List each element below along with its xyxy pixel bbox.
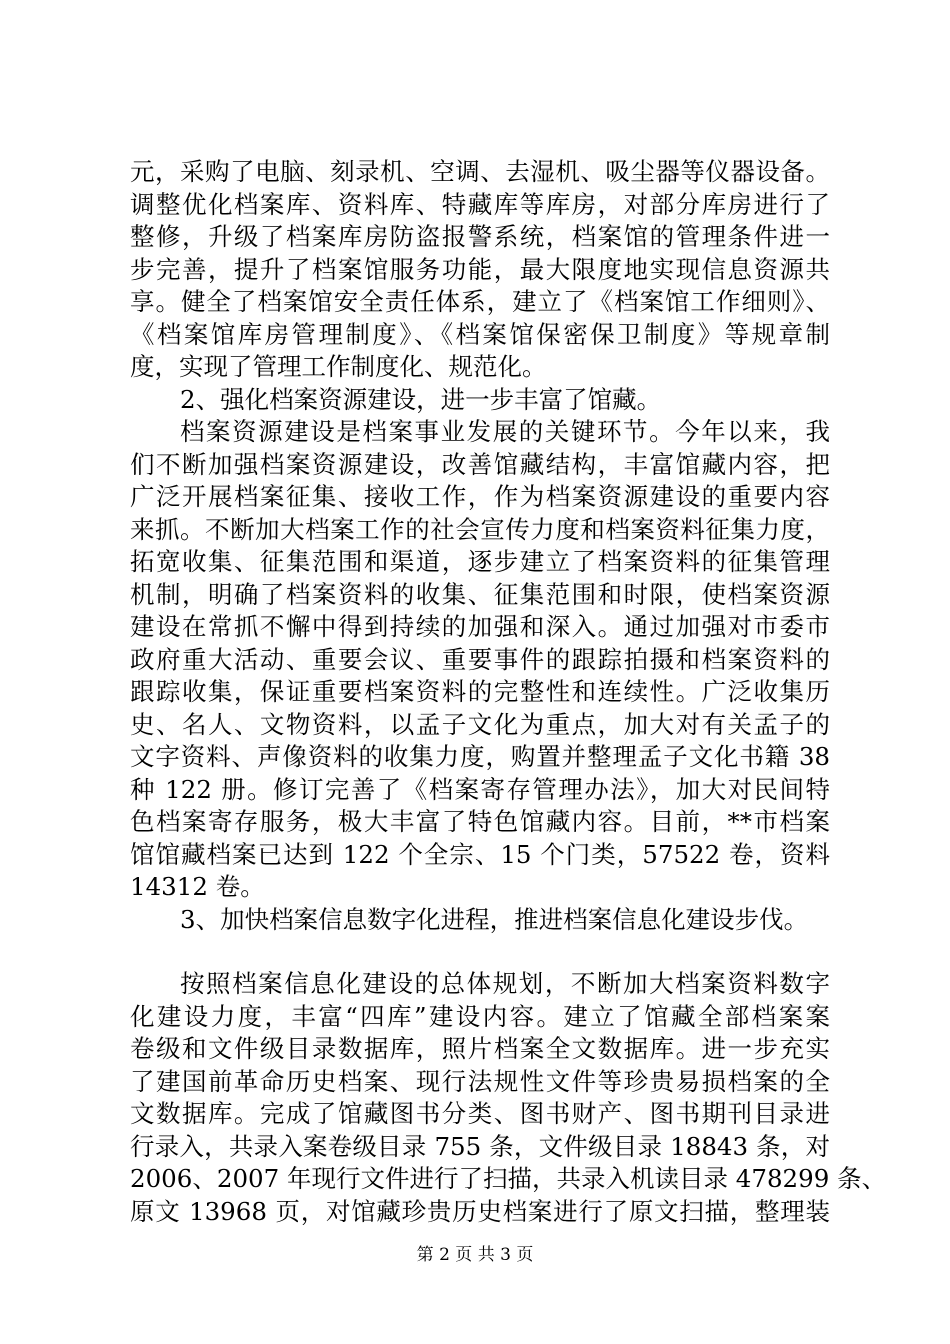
text-line: 档案资源建设是档案事业发展的关键环节。今年以来，我	[180, 417, 830, 446]
text-line: 元，采购了电脑、刻录机、空调、去湿机、吸尘器等仪器设备。	[130, 157, 830, 186]
text-line: 14312 卷。	[130, 872, 265, 901]
text-line: 政府重大活动、重要会议、重要事件的跟踪拍摄和档案资料的	[130, 644, 830, 674]
text-line: 3、加快档案信息数字化进程，推进档案信息化建设步伐。	[180, 904, 809, 934]
document-body	[130, 156, 887, 1228]
text-line: 文数据库。完成了馆藏图书分类、图书财产、图书期刊目录进	[130, 1099, 830, 1128]
text-line: 们不断加强档案资源建设，改善馆藏结构，丰富馆藏内容，把	[130, 449, 830, 479]
text-line: 色档案寄存服务，极大丰富了特色馆藏内容。目前，**市档案	[130, 807, 830, 836]
paragraph-gap	[130, 936, 830, 968]
page-footer: 第 2 页 共 3 页	[416, 1245, 534, 1265]
text-line: 史、名人、文物资料，以孟子文化为重点，加大对有关孟子的	[130, 709, 830, 739]
text-line: 按照档案信息化建设的总体规划，不断加大档案资料数字	[180, 969, 830, 998]
text-line: 广泛开展档案征集、接收工作，作为档案资源建设的重要内容	[130, 482, 830, 511]
text-line: 来抓。不断加大档案工作的社会宣传力度和档案资料征集力度，	[130, 514, 830, 544]
text-line: 种 122 册。修订完善了《档案寄存管理办法》，加大对民间特	[130, 774, 830, 804]
text-line: 享。健全了档案馆安全责任体系，建立了《档案馆工作细则》、	[130, 287, 830, 316]
text-line: 建设在常抓不懈中得到持续的加强和深入。通过加强对市委市	[130, 612, 830, 641]
text-line: 整修，升级了档案库房防盗报警系统，档案馆的管理条件进一	[130, 222, 830, 251]
text-line: 调整优化档案库、资料库、特藏库等库房，对部分库房进行了	[130, 189, 830, 219]
text-line: 文字资料、声像资料的收集力度，购置并整理孟子文化书籍 38	[130, 742, 830, 771]
text-line: 2、强化档案资源建设，进一步丰富了馆藏。	[180, 384, 662, 414]
text-line: 馆馆藏档案已达到 122 个全宗、15 个门类，57522 卷，资料	[130, 839, 830, 869]
text-line: 步完善，提升了档案馆服务功能，最大限度地实现信息资源共	[130, 254, 830, 284]
text-line: 化建设力度，丰富“四库”建设内容。建立了馆藏全部档案案	[130, 1001, 830, 1031]
text-line: 拓宽收集、征集范围和渠道，逐步建立了档案资料的征集管理	[130, 547, 830, 576]
text-line: 行录入，共录入案卷级目录 755 条，文件级目录 18843 条，对	[130, 1131, 830, 1161]
text-line: 机制，明确了档案资料的收集、征集范围和时限，使档案资源	[130, 579, 830, 609]
text-line: 卷级和文件级目录数据库，照片档案全文数据库。进一步充实	[130, 1034, 830, 1063]
text-line: 《档案馆库房管理制度》、《档案馆保密保卫制度》等规章制	[130, 319, 830, 349]
text-line: 原文 13968 页，对馆藏珍贵历史档案进行了原文扫描，整理装	[130, 1196, 830, 1226]
text-line: 跟踪收集，保证重要档案资料的完整性和连续性。广泛收集历	[130, 677, 830, 706]
text-line: 了建国前革命历史档案、现行法规性文件等珍贵易损档案的全	[130, 1066, 830, 1096]
text-line: 2006、2007 年现行文件进行了扫描，共录入机读目录 478299 条、	[130, 1164, 887, 1193]
text-line: 度，实现了管理工作制度化、规范化。	[130, 352, 547, 381]
